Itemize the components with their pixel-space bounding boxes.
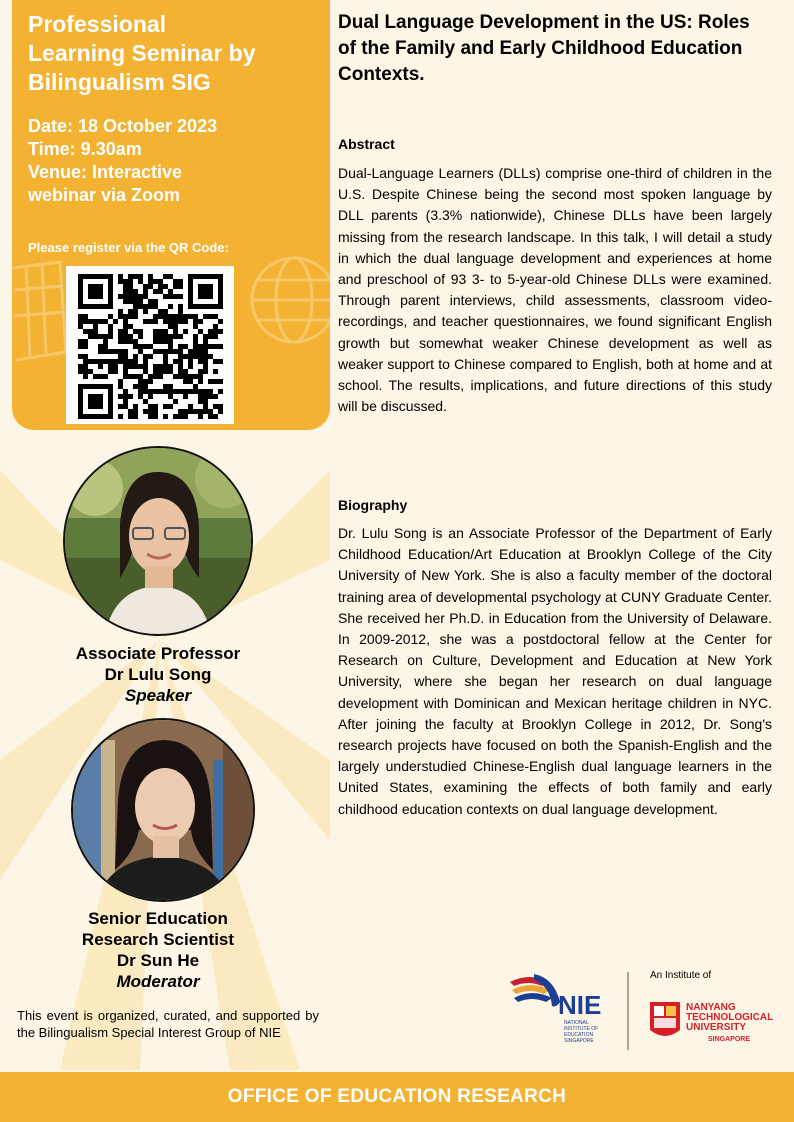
footer-title: OFFICE OF EDUCATION RESEARCH bbox=[227, 1086, 567, 1107]
moderator-title: Research Scientist bbox=[81, 930, 235, 949]
moderator-info bbox=[40, 908, 276, 992]
nie-sub-line: NATIONAL bbox=[564, 1020, 589, 1026]
nie-sub-line: EDUCATION bbox=[564, 1032, 594, 1038]
event-time: Time: 9.30am bbox=[28, 139, 142, 159]
registration-qr-code[interactable] bbox=[66, 266, 234, 424]
seminar-title-line: Professional bbox=[28, 11, 167, 37]
seminar-title-line: Bilingualism SIG bbox=[28, 69, 211, 95]
nie-logo-icon bbox=[510, 974, 601, 1044]
ntu-name-line: UNIVERSITY bbox=[686, 1022, 747, 1033]
nie-sub-line: INSTITUTE OF bbox=[564, 1026, 599, 1032]
biography-text: Dr. Lulu Song is an Associate Professor of the Department of Early Childhood Education/Art Education at Brooklyn College of the City University of New York. She is also a faculty member of the doctoral training area of developmental psychology at CUNY Graduate Center. She received her Ph.D. in Education from the University of Delaware. In 2009-2012, she was a postdoctoral fellow at the Center for Research on Culture, Development and Education at New York University, where she began her research on dual language development with Dominican and Mexican heritage children in NYC. After joining the faculty at Brooklyn College in 2012, Dr. Song's research projects have focused on both the Spanish-English and the largely understudied Chinese-English dual language learners in the United States, examining the effects of both family and early childhood education contexts on dual language development. bbox=[338, 525, 772, 817]
moderator-role: Moderator bbox=[116, 972, 200, 991]
ntu-name-line: TECHNOLOGICAL bbox=[686, 1012, 774, 1023]
event-date: Date: 18 October 2023 bbox=[28, 116, 218, 136]
ntu-logo-icon bbox=[650, 1002, 773, 1043]
talk-title: Dual Language Development in the US: Roles of the Family and Early Childhood Education Contexts. bbox=[338, 12, 750, 85]
event-details bbox=[28, 115, 318, 207]
moderator-portrait-icon bbox=[73, 720, 253, 900]
seminar-title bbox=[28, 10, 318, 97]
moderator-photo bbox=[71, 718, 255, 902]
nie-sub-line: SINGAPORE bbox=[564, 1038, 594, 1044]
qr-code-icon bbox=[66, 266, 234, 424]
speaker-photo bbox=[63, 446, 253, 636]
moderator-name: Dr Sun He bbox=[116, 951, 200, 970]
speaker-name: Dr Lulu Song bbox=[104, 665, 212, 684]
speaker-info bbox=[40, 643, 276, 706]
register-note: Please register via the QR Code: bbox=[28, 240, 229, 255]
event-venue-line: Venue: Interactive bbox=[28, 162, 183, 182]
institution-logos bbox=[508, 968, 788, 1058]
nie-logo-text: NIE bbox=[558, 990, 602, 1020]
abstract-text: Dual-Language Learners (DLLs) comprise one-third of children in the U.S. Despite Chinese being the second most spoken language by DLL parents (3.3% nationwide), Chinese DLLs have been largely missing from the research landscape. In this talk, I will detail a study in which the dual language development and experiences at home and preschool of 93 3- to 5-year-old Chinese DLLs were examined. Through parent interviews, child assessments, classroom video-recordings, and teacher questionnaires, we found significant English growth but somewhat weaker Chinese development as well as weaker support to Chinese compared to English, both at home and at school. The results, implications, and future directions of this study will be discussed. bbox=[338, 165, 772, 415]
ntu-name-line: NANYANG bbox=[686, 1002, 736, 1013]
institute-of-text: An Institute of bbox=[650, 970, 712, 981]
moderator-title: Senior Education bbox=[88, 909, 228, 928]
speaker-portrait-icon bbox=[65, 448, 251, 634]
organizer-note: This event is organized, curated, and supported by the Bilingualism Special Interest Group of NIE bbox=[17, 1008, 319, 1040]
logo-graphics bbox=[508, 968, 788, 1058]
biography-heading: Biography bbox=[338, 497, 408, 513]
event-venue-line: webinar via Zoom bbox=[28, 185, 181, 205]
speaker-role: Speaker bbox=[124, 686, 192, 705]
speaker-title: Associate Professor bbox=[75, 644, 241, 663]
abstract-heading: Abstract bbox=[338, 136, 395, 152]
ntu-country: SINGAPORE bbox=[708, 1036, 751, 1043]
seminar-title-line: Learning Seminar by bbox=[28, 40, 256, 66]
